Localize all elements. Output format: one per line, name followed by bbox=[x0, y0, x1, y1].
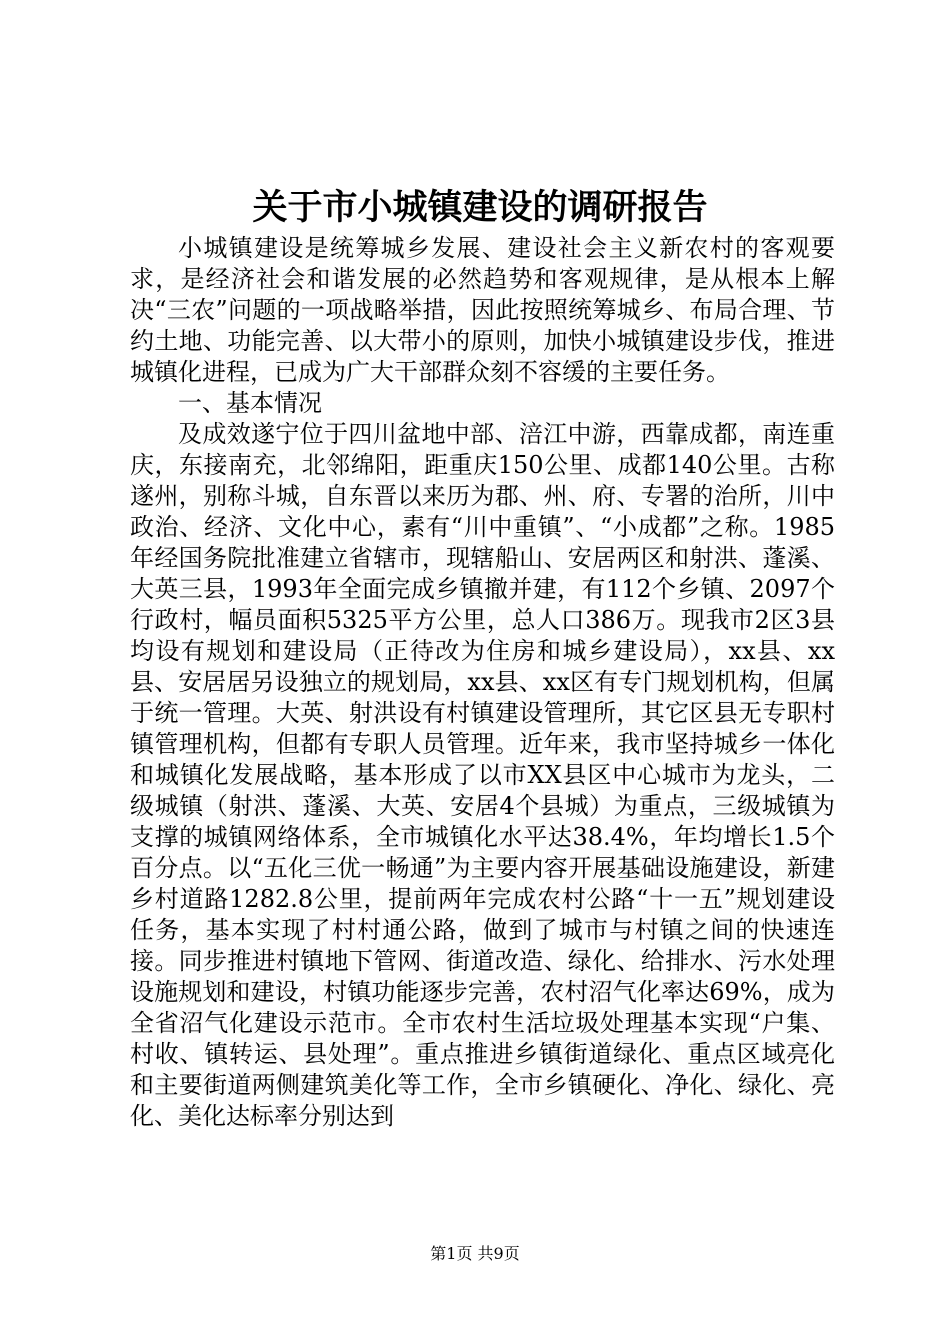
basic-situation-paragraph: 及成效遂宁位于四川盆地中部、涪江中游，西靠成都，南连重庆，东接南充，北邻绵阳，距重庆150公里、成都140公里。古称遂州，别称斗城，自东晋以来历为郡、州、府、专署的治所，川中政治、经济、文化中心，素有“川中重镇”、“小成都”之称。1985年经国务院批准建立省辖市，现辖船山、安居两区和射洪、蓬溪、大英三县，1993年全面完成乡镇撤并建，有112个乡镇、2097个行政村，幅员面积5325平方公里，总人口386万。现我市2区3县均设有规划和建设局（正待改为住房和城乡建设局），xx县、xx县、安居居另设独立的规划局，xx县、xx区有专门规划机构，但属于统一管理。大英、射洪设有村镇建设管理所，其它区县无专职村镇管理机构，但都有专职人员管理。近年来，我市坚持城乡一体化和城镇化发展战略，基本形成了以市XX县区中心城市为龙头，二级城镇（射洪、蓬溪、大英、安居4个县城）为重点，三级城镇为支撑的城镇网络体系，全市城镇化水平达38.4%，年均增长1.5个百分点。以“五化三优一畅通”为主要内容开展基础设施建设，新建乡村道路1282.8公里，提前两年完成农村公路“十一五”规划建设任务，基本实现了村村通公路，做到了城市与村镇之间的快速连接。同步推进村镇地下管网、街道改造、绿化、给排水、污水处理设施规划和建设，村镇功能逐步完善，农村沼气化率达69%，成为全省沼气化建设示范市。全市农村生活垃圾处理基本实现“户集、村收、镇转运、县处理”。重点推进乡镇街道绿化、重点区域亮化和主要街道两侧建筑美化等工作，全市乡镇硬化、净化、绿化、亮化、美化达标率分别达到 bbox=[130, 420, 835, 1130]
page-number-footer: 第1页 共9页 bbox=[430, 1244, 520, 1263]
intro-paragraph: 小城镇建设是统筹城乡发展、建设社会主义新农村的客观要求，是经济社会和谐发展的必然趋势和客观规律，是从根本上解决“三农”问题的一项战略举措，因此按照统筹城乡、布局合理、节约土地、功能完善、以大带小的原则，加快小城镇建设步伐，推进城镇化进程，已成为广大干部群众刻不容缓的主要任务。 bbox=[130, 234, 835, 386]
document-body bbox=[130, 233, 835, 1132]
section-heading: 一、基本情况 bbox=[178, 389, 322, 417]
document-title: 关于市小城镇建设的调研报告 bbox=[252, 187, 708, 228]
